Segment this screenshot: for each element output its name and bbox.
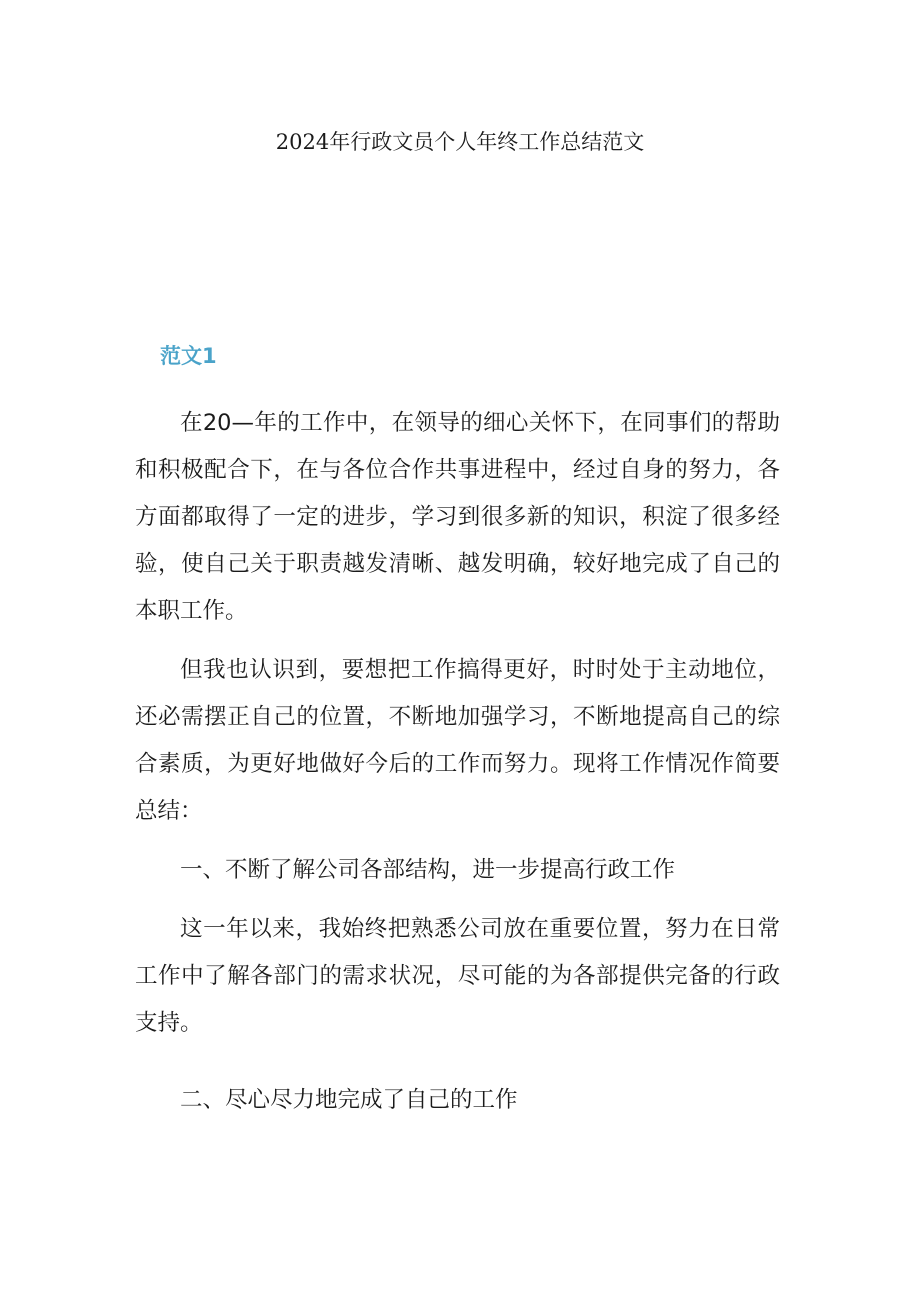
paragraph-awareness: 但我也认识到，要想把工作搞得更好，时时处于主动地位，还必需摆正自己的位置，不断地加强学习，不断地提高自己的综合素质，为更好地做好今后的工作而努力。现将工作情况作简要总结：	[135, 657, 780, 824]
paragraph-heading-two: 二、尽心尽力地完成了自己的工作	[180, 1087, 518, 1113]
paragraph-section-one-body: 这一年以来，我始终把熟悉公司放在重要位置，努力在日常工作中了解各部门的需求状况，尽可能的为各部提供完备的行政支持。	[135, 916, 780, 1036]
paragraph-intro: 在20—年的工作中，在领导的细心关怀下，在同事们的帮助和积极配合下，在与各位合作共事进程中，经过自身的努力，各方面都取得了一定的进步，学习到很多新的知识，积淀了很多经验，使自己关于职责越发清晰、越发明确，较好地完成了自己的本职工作。	[135, 410, 780, 624]
paragraph-heading-one: 一、不断了解公司各部结构，进一步提高行政工作	[180, 857, 676, 883]
document-body	[135, 400, 780, 1124]
section-heading: 范文1	[160, 344, 217, 368]
document-title: 2024年行政文员个人年终工作总结范文	[275, 130, 645, 154]
